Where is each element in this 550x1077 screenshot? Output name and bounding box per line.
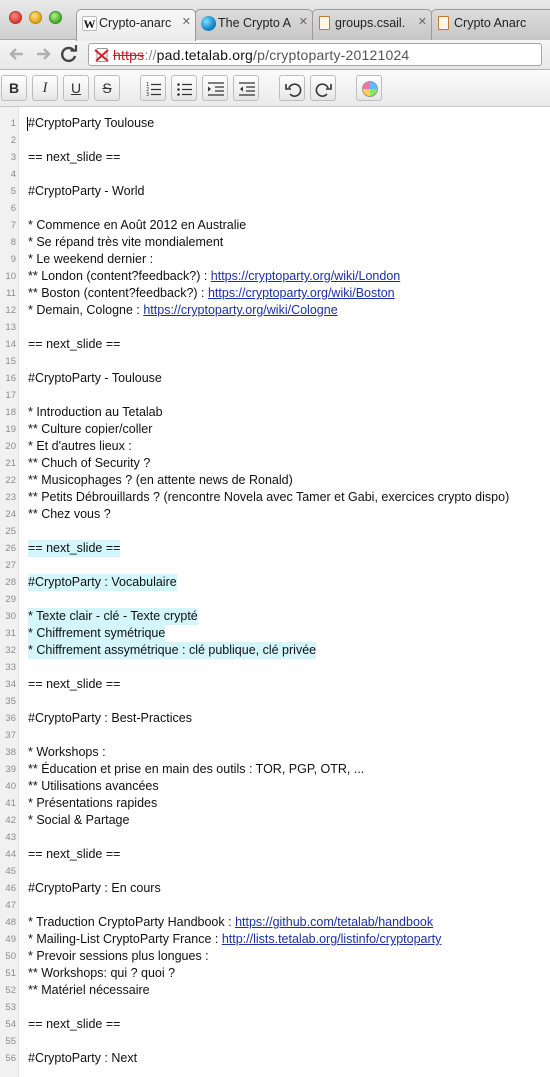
line-text: #CryptoParty - Toulouse	[28, 371, 162, 385]
close-tab-icon[interactable]: ✕	[417, 16, 427, 28]
line-text: ** Petits Débrouillards ? (rencontre Novela avec Tamer et Gabi, exercices crypto dispo)	[28, 490, 510, 504]
tab-groups-csail[interactable]	[312, 9, 432, 40]
pad-line[interactable]	[28, 761, 364, 778]
pad-line[interactable]	[28, 948, 209, 965]
text-cursor	[27, 117, 28, 131]
reload-icon	[58, 43, 80, 65]
svg-text:1: 1	[146, 82, 150, 88]
line-text: #CryptoParty : Vocabulaire	[28, 575, 177, 589]
svg-text:3: 3	[146, 92, 150, 98]
line-text: * Workshops :	[28, 745, 106, 759]
line-number: 25	[5, 526, 16, 537]
pad-line[interactable]	[28, 183, 144, 200]
pad-line[interactable]	[28, 540, 120, 557]
line-text: ** Workshops: qui ? quoi ?	[28, 966, 176, 980]
line-number: 41	[5, 798, 16, 809]
line-link[interactable]: http://lists.tetalab.org/listinfo/cryptoparty	[221, 932, 442, 946]
line-number: 23	[5, 492, 16, 503]
globe-icon	[201, 16, 216, 31]
tab-label: Crypto-anarc	[99, 16, 172, 30]
strikethrough-button[interactable]: S	[94, 75, 120, 101]
pad-line[interactable]	[28, 744, 106, 761]
line-number: 21	[5, 458, 16, 469]
line-number: 11	[6, 288, 16, 299]
pad-line[interactable]	[28, 914, 433, 931]
pad-line[interactable]	[28, 608, 198, 625]
pad-line[interactable]	[28, 676, 120, 693]
line-link[interactable]: https://github.com/tetalab/handbook	[235, 915, 434, 929]
redo-icon	[315, 80, 333, 98]
line-number: 15	[5, 356, 16, 367]
line-number: 32	[5, 645, 16, 656]
underline-button[interactable]: U	[63, 75, 89, 101]
line-text: * Chiffrement assymétrique : clé publique, clé privée	[28, 643, 317, 657]
pad-line[interactable]	[28, 234, 223, 251]
line-number: 14	[5, 339, 16, 350]
line-text: == next_slide ==	[28, 150, 121, 164]
line-text: ** Culture copier/coller	[28, 422, 153, 436]
line-text: * Traduction CryptoParty Handbook :	[28, 915, 236, 929]
forward-button[interactable]	[32, 43, 54, 65]
line-text: ** Boston (content?feedback?) :	[28, 286, 208, 300]
line-number: 35	[5, 696, 16, 707]
line-number: 8	[10, 237, 16, 248]
line-text: ** Chuch of Security ?	[28, 456, 151, 470]
line-text: * Texte clair - clé - Texte crypté	[28, 609, 198, 623]
arrow-left-icon	[6, 43, 28, 65]
line-number: 16	[5, 373, 16, 384]
line-number: 51	[5, 968, 16, 979]
line-text: * Commence en Août 2012 en Australie	[28, 218, 247, 232]
line-number: 38	[5, 747, 16, 758]
line-text: #CryptoParty : En cours	[28, 881, 161, 895]
line-text: == next_slide ==	[28, 1017, 121, 1031]
arrow-right-icon	[32, 43, 54, 65]
line-number-gutter	[0, 107, 19, 1077]
pad-line[interactable]	[28, 370, 162, 387]
line-number: 22	[5, 475, 16, 486]
pad-line[interactable]	[28, 115, 154, 132]
unordered-list-button[interactable]	[171, 75, 197, 101]
line-text: * Prevoir sessions plus longues :	[28, 949, 209, 963]
zoom-window-button[interactable]	[49, 11, 62, 24]
pad-line[interactable]	[28, 217, 246, 234]
line-number: 13	[5, 322, 16, 333]
line-number: 52	[5, 985, 16, 996]
pad-line[interactable]	[28, 455, 150, 472]
tab-crypto-anarc-active[interactable]	[76, 9, 196, 41]
pad-line[interactable]	[28, 778, 159, 795]
line-number: 40	[5, 781, 16, 792]
line-number: 9	[10, 254, 16, 265]
line-number: 43	[5, 832, 16, 843]
line-number: 1	[10, 118, 16, 129]
line-text: ** Musicophages ? (en attente news de Ronald)	[28, 473, 293, 487]
browser-titlebar	[0, 0, 550, 40]
line-number: 31	[5, 628, 16, 639]
line-number: 42	[5, 815, 16, 826]
reload-button[interactable]	[58, 43, 80, 65]
indent-button[interactable]	[202, 75, 228, 101]
pad-line[interactable]	[28, 982, 150, 999]
line-number: 45	[5, 866, 16, 877]
line-text: #CryptoParty - World	[28, 184, 145, 198]
line-number: 47	[5, 900, 16, 911]
redo-button[interactable]	[310, 75, 336, 101]
indent-icon	[207, 80, 225, 98]
pad-editor[interactable]	[0, 107, 550, 1077]
url-host: pad.tetalab.org	[156, 47, 254, 63]
line-number: 26	[5, 543, 16, 554]
pad-line[interactable]	[28, 846, 120, 863]
line-text: * Présentations rapides	[28, 796, 158, 810]
line-text: == next_slide ==	[28, 677, 121, 691]
line-number: 54	[5, 1019, 16, 1030]
italic-button[interactable]: I	[32, 75, 58, 101]
url-path: /p/cryptoparty-20121024	[253, 47, 410, 63]
line-text: * Et d'autres lieux :	[28, 439, 132, 453]
clear-authorship-button[interactable]	[356, 75, 382, 101]
tab-crypto-anarc[interactable]	[431, 9, 550, 40]
line-text: #CryptoParty Toulouse	[28, 116, 155, 130]
line-number: 49	[5, 934, 16, 945]
pad-line[interactable]	[28, 506, 111, 523]
bold-button[interactable]: B	[1, 75, 27, 101]
pad-line[interactable]	[28, 625, 165, 642]
wikipedia-icon: W	[83, 17, 96, 31]
pad-line[interactable]	[28, 251, 153, 268]
line-number: 37	[5, 730, 16, 741]
line-text: ** Chez vous ?	[28, 507, 111, 521]
pad-line[interactable]	[28, 149, 120, 166]
line-number: 28	[5, 577, 16, 588]
document-icon	[319, 16, 330, 30]
line-number: 53	[5, 1002, 16, 1013]
bullet-list-icon	[176, 80, 194, 98]
url-text	[113, 47, 409, 63]
close-tab-icon[interactable]: ✕	[181, 16, 191, 28]
pad-line[interactable]	[28, 965, 175, 982]
line-text: * Le weekend dernier :	[28, 252, 154, 266]
pad-line[interactable]	[28, 880, 161, 897]
pad-line[interactable]	[28, 710, 192, 727]
url-scheme: https	[113, 47, 145, 63]
pad-line[interactable]	[28, 472, 293, 489]
tab-label: The Crypto A	[218, 16, 291, 30]
line-text: ** London (content?feedback?) :	[28, 269, 211, 283]
line-number: 36	[5, 713, 16, 724]
line-number: 18	[5, 407, 16, 418]
pad-line[interactable]	[28, 574, 177, 591]
line-number: 39	[5, 764, 16, 775]
pad-line[interactable]	[28, 931, 441, 948]
pad-line[interactable]	[28, 489, 509, 506]
line-number: 44	[5, 849, 16, 860]
line-text: == next_slide ==	[28, 337, 121, 351]
pad-line[interactable]	[28, 438, 132, 455]
line-number: 3	[10, 152, 16, 163]
color-wheel-icon	[361, 80, 379, 98]
line-text: #CryptoParty : Best-Practices	[28, 711, 192, 725]
outdent-button[interactable]	[233, 75, 259, 101]
line-number: 7	[10, 220, 16, 231]
line-text: * Mailing-List CryptoParty France :	[28, 932, 222, 946]
pad-line[interactable]	[28, 1050, 137, 1067]
line-number: 2	[10, 135, 16, 146]
back-button[interactable]	[6, 43, 28, 65]
line-number: 5	[10, 186, 16, 197]
line-text: #CryptoParty : Next	[28, 1051, 138, 1065]
line-text: ** Éducation et prise en main des outils : TOR, PGP, OTR, ...	[28, 762, 365, 776]
close-tab-icon[interactable]: ✕	[298, 16, 308, 28]
close-window-button[interactable]	[9, 11, 22, 24]
pad-line[interactable]	[28, 285, 395, 302]
address-bar[interactable]	[88, 43, 542, 66]
line-text: ** Utilisations avancées	[28, 779, 159, 793]
line-text: * Demain, Cologne :	[28, 303, 144, 317]
tab-the-crypto-a[interactable]	[195, 9, 313, 40]
line-text: * Introduction au Tetalab	[28, 405, 163, 419]
pad-line[interactable]	[28, 642, 316, 659]
pad-line[interactable]	[28, 404, 163, 421]
line-number: 55	[5, 1036, 16, 1047]
broken-ssl-icon	[94, 47, 110, 63]
tab-label: groups.csail.	[335, 16, 406, 30]
svg-text:2: 2	[146, 87, 150, 93]
line-text: * Social & Partage	[28, 813, 130, 827]
pad-line[interactable]	[28, 268, 400, 285]
line-number: 12	[5, 305, 16, 316]
line-link[interactable]: https://cryptoparty.org/wiki/Cologne	[143, 303, 338, 317]
line-number: 48	[5, 917, 16, 928]
line-number: 20	[5, 441, 16, 452]
line-number: 30	[5, 611, 16, 622]
line-number: 29	[5, 594, 16, 605]
line-text: == next_slide ==	[28, 541, 121, 555]
line-number: 50	[5, 951, 16, 962]
line-number: 46	[5, 883, 16, 894]
line-number: 17	[5, 390, 16, 401]
line-number: 33	[5, 662, 16, 673]
line-number: 4	[10, 169, 16, 180]
line-number: 27	[5, 560, 16, 571]
line-number: 6	[10, 203, 16, 214]
pad-line[interactable]	[28, 812, 129, 829]
pad-line[interactable]	[28, 1016, 120, 1033]
tab-label: Crypto Anarc	[454, 16, 527, 30]
ordered-list-icon	[145, 80, 163, 98]
editor-toolbar	[0, 70, 550, 107]
line-number: 10	[5, 271, 16, 282]
ordered-list-button[interactable]	[140, 75, 166, 101]
line-link[interactable]: https://cryptoparty.org/wiki/Boston	[207, 286, 395, 300]
pad-line[interactable]	[28, 421, 152, 438]
pad-line[interactable]	[28, 302, 338, 319]
navigation-bar	[0, 40, 550, 70]
document-icon	[438, 16, 449, 30]
line-number: 56	[5, 1053, 16, 1064]
pad-line[interactable]	[28, 336, 120, 353]
line-text: ** Matériel nécessaire	[28, 983, 150, 997]
pad-line[interactable]	[28, 795, 157, 812]
undo-button[interactable]	[279, 75, 305, 101]
line-text: == next_slide ==	[28, 847, 121, 861]
line-number: 19	[5, 424, 16, 435]
line-number: 34	[5, 679, 16, 690]
outdent-icon	[238, 80, 256, 98]
line-link[interactable]: https://cryptoparty.org/wiki/London	[210, 269, 401, 283]
minimize-window-button[interactable]	[29, 11, 42, 24]
line-number: 24	[5, 509, 16, 520]
line-text: * Se répand très vite mondialement	[28, 235, 224, 249]
line-text: * Chiffrement symétrique	[28, 626, 166, 640]
url-separator: ://	[144, 47, 157, 63]
undo-icon	[284, 80, 302, 98]
